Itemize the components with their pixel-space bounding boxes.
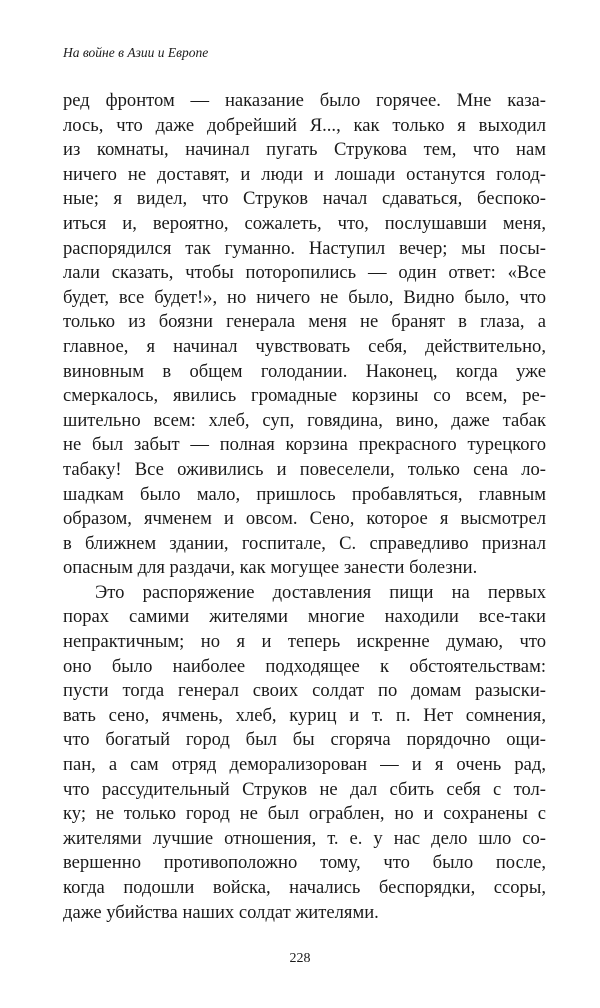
page-number: 228 [289,951,311,966]
body-text [63,89,546,925]
text-line: табаку! Все оживились и повеселели, только сена ло- [63,458,546,480]
text-line: что рассудительный Струков не дал сбить себя с тол- [63,778,546,800]
text-line: оно было наиболее подходящее к обстоятельствам: [63,655,546,677]
text-line: иться и, вероятно, сожалеть, что, послушавши меня, [63,212,546,234]
text-line: лось, что даже добрейший Я..., как только я выходил [63,114,546,136]
text-line: лали сказать, чтобы поторопились — один ответ: «Все [63,262,546,284]
text-line: когда подошли войска, начались беспорядки, ссоры, [63,877,546,898]
running-header: На войне в Азии и Европе [63,45,209,60]
text-line: жителями лучшие отношения, т. е. у нас дело шло со- [63,827,546,849]
text-line: ку; не только город не был ограблен, но и сохранены с [63,803,546,825]
paragraph [63,581,546,925]
text-line: образом, ячменем и овсом. Сено, которое я высмотрел [63,508,546,530]
paragraph [63,89,546,581]
text-line: опасным для раздачи, как могущее занести болезни. [63,557,478,579]
text-line: пусти тогда генерал своих солдат по домам разыски- [63,680,546,702]
text-line: будет, все будет!», но ничего не было, Видно было, что [63,286,546,308]
text-line: не был забыт — полная корзина прекрасного турецкого [63,434,546,456]
text-line: Это распоряжение доставления пищи на первых [95,581,546,603]
text-line: шадкам было мало, пришлось пробавляться, главным [63,483,546,505]
text-line: непрактичным; но я и теперь искренне думаю, что [63,631,546,653]
text-line: распорядился так гуманно. Наступил вечер; мы посы- [63,237,546,259]
text-line: вершенно противоположно тому, что было после, [63,852,546,874]
text-line: главное, я начинал чувствовать себя, действительно, [63,335,546,357]
text-line: шительно всем: хлеб, суп, говядина, вино, даже табак [63,409,546,431]
text-line: ред фронтом — наказание было горячее. Мне каза- [63,90,546,111]
text-line: даже убийства наших солдат жителями. [63,901,379,923]
text-line: смеркалось, явились громадные корзины со всем, ре- [63,385,546,407]
text-line: из комнаты, начинал пугать Струкова тем, что нам [63,139,546,161]
text-line: в ближнем здании, госпитале, С. справедливо признал [63,532,546,554]
text-line: что богатый город был бы сгоряча порядочно ощи- [63,729,546,751]
text-line: вать сено, ячмень, хлеб, куриц и т. п. Нет сомнения, [63,704,546,726]
text-line: виновным в общем голодании. Наконец, когда уже [63,360,546,382]
text-line: только из боязни генерала меня не бранят в глаза, а [63,311,546,333]
text-line: ничего не доставят, и люди и лошади останутся голод- [63,163,546,185]
text-line: ные; я видел, что Струков начал сдаваться, беспоко- [63,188,546,210]
text-line: пан, а сам отряд деморализорован — и я очень рад, [63,754,546,776]
text-line: порах самими жителями многие находили все-таки [63,606,546,628]
